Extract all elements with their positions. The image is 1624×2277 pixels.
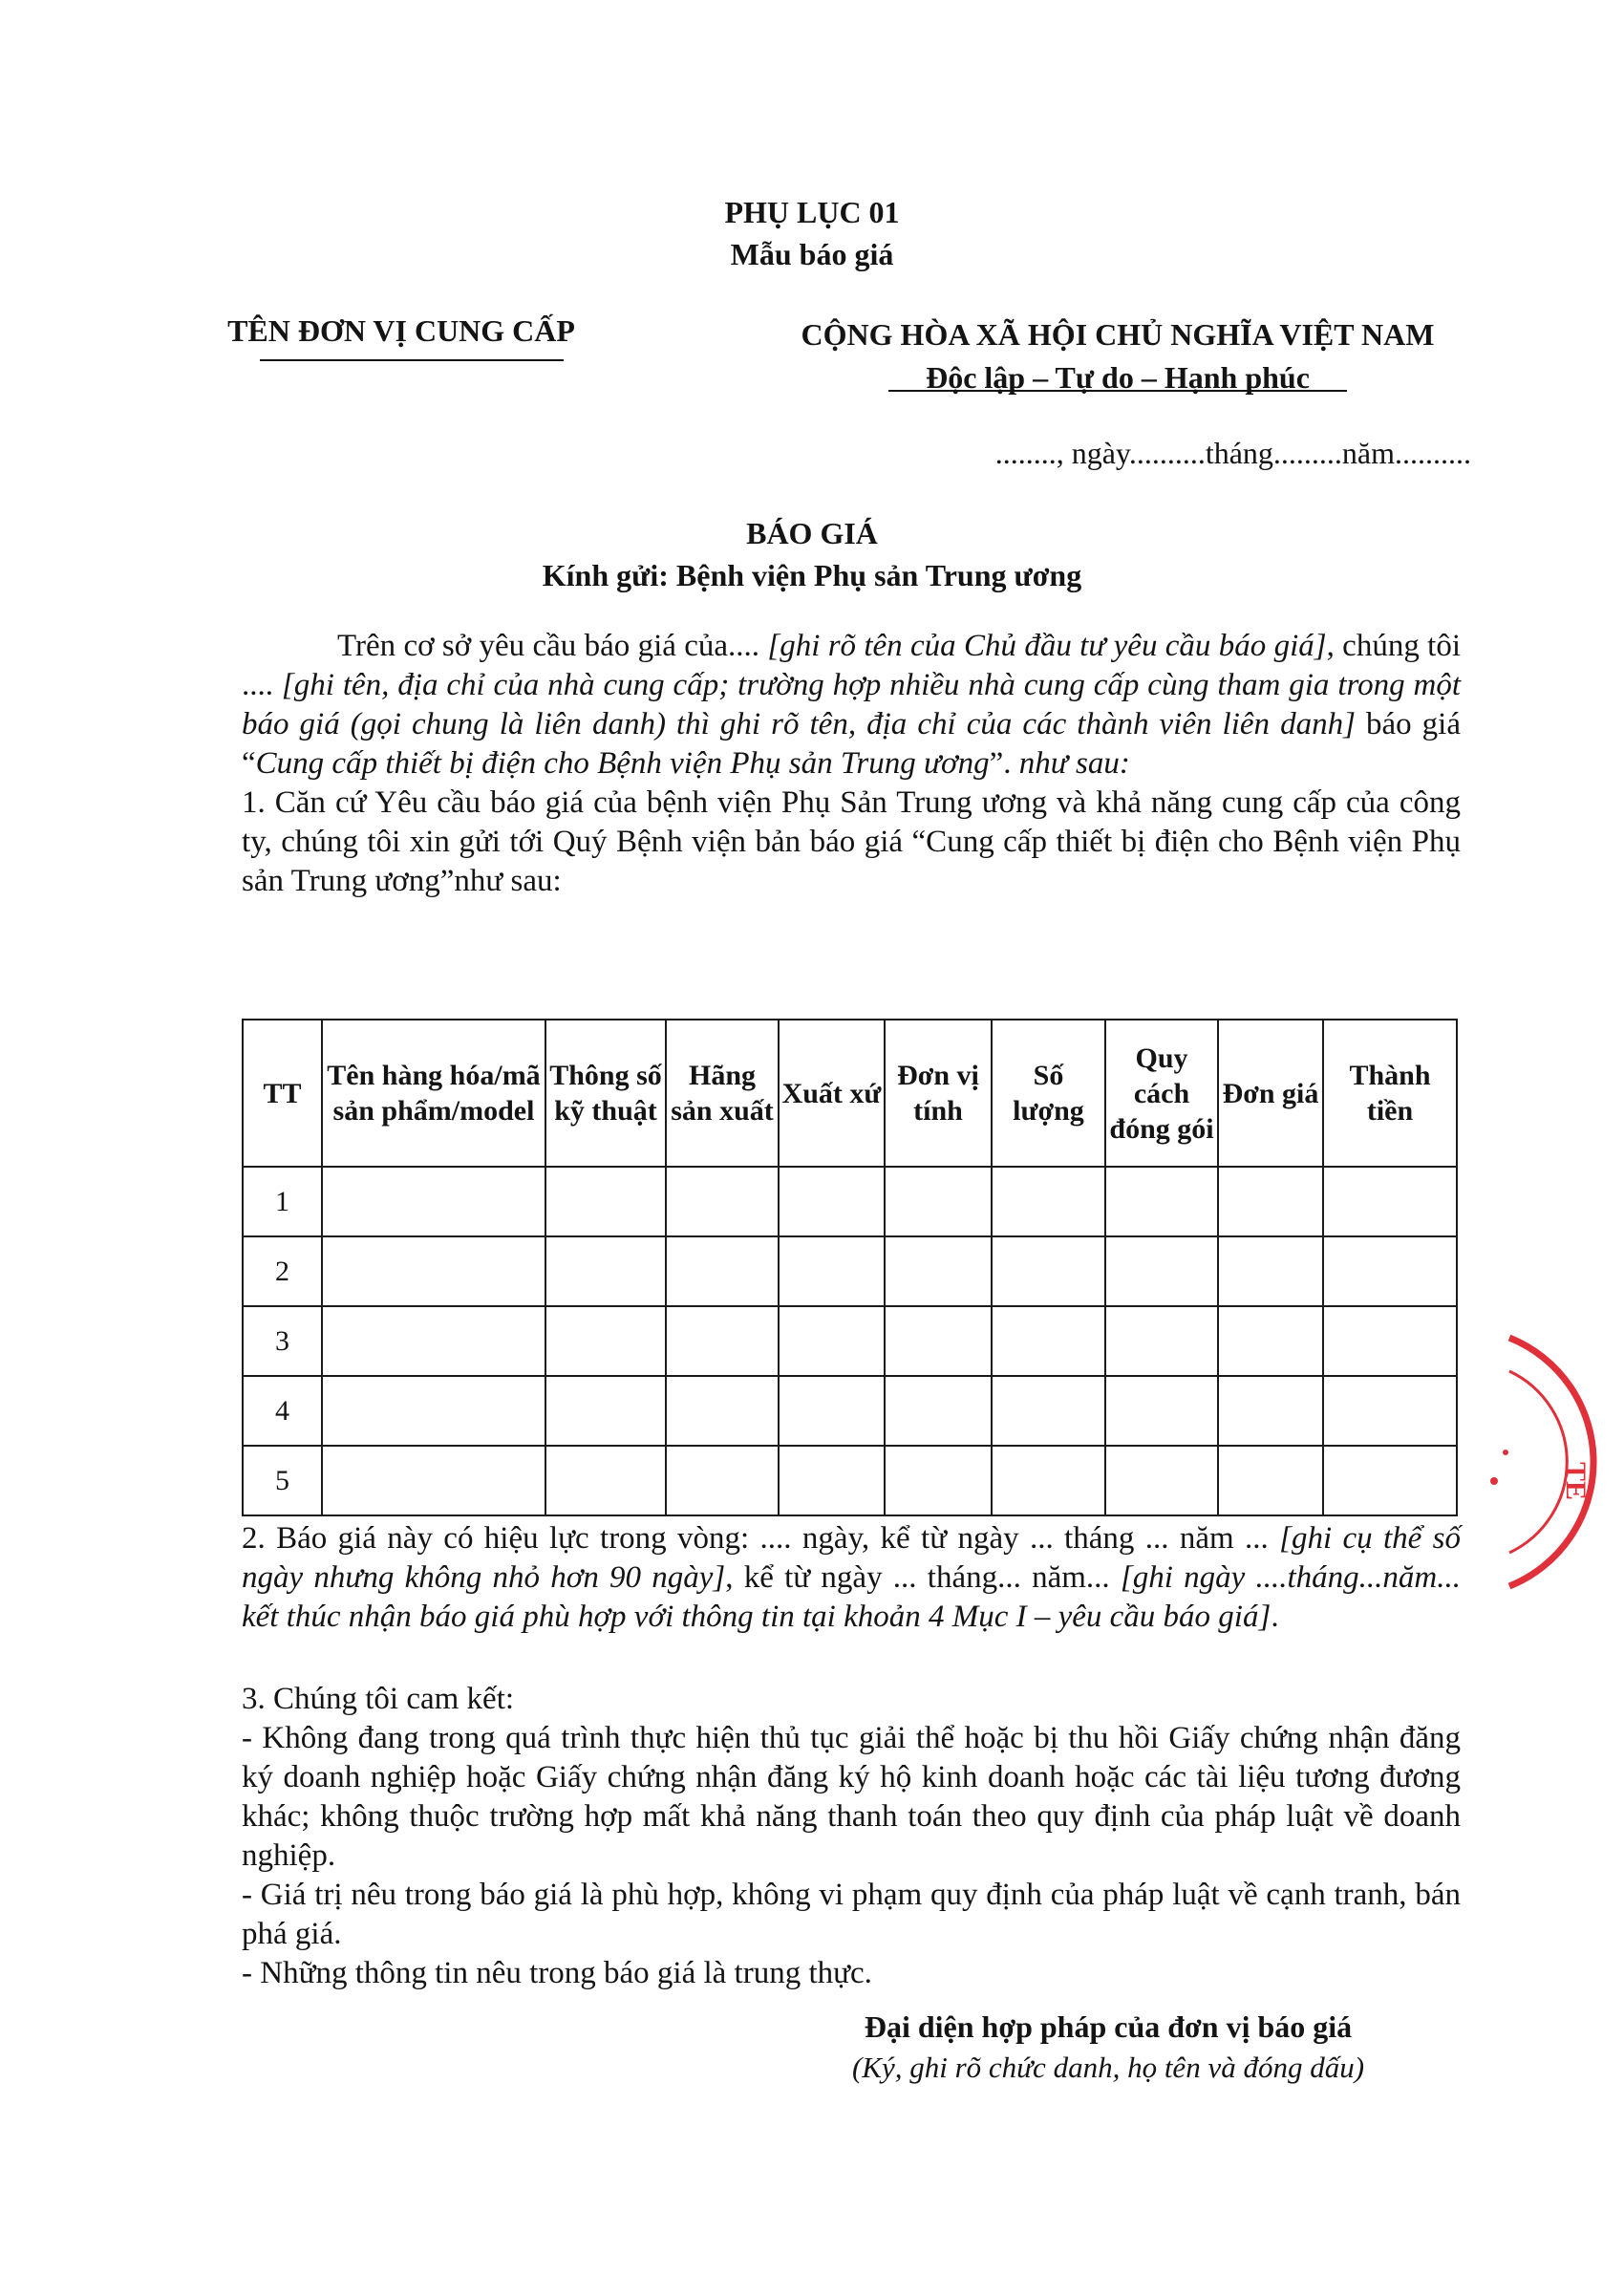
table-cell [1105, 1376, 1218, 1446]
commitments-heading: 3. Chúng tôi cam kết: [242, 1682, 515, 1716]
validity-placeholder-date: [ghi ngày ....tháng...năm... kết thúc nhận báo giá phù hợp với thông tin tại khoản 4 Mục I – yêu cầu báo giá] [242, 1560, 1461, 1634]
national-motto: Độc lập – Tự do – Hạnh phúc [926, 360, 1310, 395]
col-header-packing: Quy cách đóng gói [1105, 1020, 1218, 1167]
table-cell [1218, 1236, 1323, 1306]
table-cell [1105, 1236, 1218, 1306]
appendix-subtitle: Mẫu báo giá [730, 237, 894, 271]
commitment-item: - Không đang trong quá trình thực hiện thủ tục giải thể hoặc bị thu hồi Giấy chứng nhận đăng ký doanh nghiệp hoặc Giấy chứng nhận đăng ký hộ kinh doanh hoặc các tài liệu tương đương khác; không thuộc trường hợp mất khả năng thanh toán theo quy định của pháp luật về doanh nghiệp. [242, 1721, 1461, 1873]
date-line: ........, ngày..........tháng.........năm.......... [994, 436, 1471, 470]
commitments-section [242, 1680, 1461, 1993]
intro-paragraph [242, 627, 1461, 784]
stamp-inner-arc [1509, 1371, 1567, 1553]
table-cell [545, 1167, 666, 1236]
row-number: 3 [243, 1306, 322, 1376]
table-cell [779, 1236, 885, 1306]
table-cell [885, 1446, 992, 1515]
table-header-row [243, 1020, 1457, 1167]
table-cell [779, 1446, 885, 1515]
table-cell [885, 1167, 992, 1236]
table-cell [1105, 1167, 1218, 1236]
table-cell [322, 1446, 545, 1515]
table-cell [545, 1306, 666, 1376]
table-cell [1323, 1306, 1457, 1376]
table-cell [1323, 1446, 1457, 1515]
table-cell [1323, 1376, 1457, 1446]
basis-paragraph: 1. Căn cứ Yêu cầu báo giá của bệnh viện Phụ Sản Trung ương và khả năng cung cấp của công ty, chúng tôi xin gửi tới Quý Bệnh viện bản báo giá “Cung cấp thiết bị điện cho Bệnh viện Phụ sản Trung ương”như sau: [242, 785, 1461, 898]
table-cell [1218, 1376, 1323, 1446]
intro-section [242, 627, 1461, 901]
quote-addressee: Kính gửi: Bệnh viện Phụ sản Trung ương [542, 558, 1082, 592]
table-cell [322, 1306, 545, 1376]
table-cell [322, 1236, 545, 1306]
stamp-text: TE [1560, 1462, 1592, 1501]
validity-placeholder-days: [ghi cụ thể số ngày nhưng không nhỏ hơn 90 ngày] [242, 1521, 1461, 1595]
table-cell [1218, 1446, 1323, 1515]
row-number: 4 [243, 1376, 322, 1446]
col-header-amount: Thành tiền [1323, 1020, 1457, 1167]
table-cell [992, 1306, 1105, 1376]
table-cell [992, 1236, 1105, 1306]
row-number: 1 [243, 1167, 322, 1236]
table-cell [545, 1376, 666, 1446]
table-cell [992, 1446, 1105, 1515]
table-cell [779, 1167, 885, 1236]
validity-paragraph [242, 1519, 1461, 1637]
table-row [243, 1306, 1457, 1376]
commitment-item: - Những thông tin nêu trong báo giá là trung thực. [242, 1956, 872, 1990]
table-cell [666, 1236, 779, 1306]
table-cell [1323, 1236, 1457, 1306]
intro-text: ”. [989, 746, 1019, 781]
intro-package-name: Cung cấp thiết bị điện cho Bệnh viện Phụ sản Trung ương [255, 746, 990, 781]
table-cell [1105, 1306, 1218, 1376]
table-cell [666, 1376, 779, 1446]
row-number: 5 [243, 1446, 322, 1515]
col-header-product: Tên hàng hóa/mã sản phẩm/model [322, 1020, 545, 1167]
table-cell [666, 1306, 779, 1376]
validity-text: 2. Báo giá này có hiệu lực trong vòng: .... ngày, kể từ ngày ... tháng ... năm ... [242, 1521, 1280, 1556]
col-header-manufacturer: Hãng sản xuất [666, 1020, 779, 1167]
appendix-heading [0, 191, 1624, 275]
supplier-name-label: TÊN ĐƠN VỊ CUNG CẤP [227, 313, 575, 348]
signature-note: (Ký, ghi rõ chức danh, họ tên và đóng dấu) [851, 2051, 1365, 2084]
intro-text: Trên cơ sở yêu cầu báo giá của.... [337, 629, 768, 663]
supplier-underline [260, 359, 564, 361]
col-header-tt: TT [243, 1020, 322, 1167]
validity-text: . [1271, 1600, 1279, 1634]
table-cell [885, 1306, 992, 1376]
table-row [243, 1236, 1457, 1306]
table-cell [779, 1376, 885, 1446]
table-cell [1218, 1167, 1323, 1236]
intro-text: , chúng tôi .... [242, 629, 1461, 702]
commitment-item: - Giá trị nêu trong báo giá là phù hợp, không vi phạm quy định của pháp luật về cạnh tranh, bán phá giá. [242, 1878, 1461, 1951]
national-header [764, 313, 1471, 399]
quote-title: BÁO GIÁ [746, 516, 878, 550]
table-cell [545, 1236, 666, 1306]
intro-text: như sau: [1018, 746, 1130, 781]
col-header-spec: Thông số kỹ thuật [545, 1020, 666, 1167]
table-cell [545, 1446, 666, 1515]
table-row [243, 1167, 1457, 1236]
col-header-unit-price: Đơn giá [1218, 1020, 1323, 1167]
table-row [243, 1446, 1457, 1515]
quote-heading [0, 512, 1624, 596]
price-table [242, 1019, 1458, 1516]
motto-underline [888, 390, 1347, 392]
signature-title: Đại diện hợp pháp của đơn vị báo giá [864, 2009, 1353, 2044]
table-cell [1105, 1446, 1218, 1515]
table-cell [322, 1167, 545, 1236]
table-cell [1218, 1306, 1323, 1376]
table-cell [779, 1306, 885, 1376]
validity-section [242, 1519, 1461, 1637]
red-stamp-icon [1471, 1319, 1624, 1605]
table-cell [992, 1376, 1105, 1446]
table-row [243, 1376, 1457, 1446]
table-cell [885, 1376, 992, 1446]
table-cell [666, 1446, 779, 1515]
stamp-dot [1503, 1450, 1508, 1455]
intro-placeholder-supplier: [ghi tên, địa chỉ của nhà cung cấp; trường hợp nhiều nhà cung cấp cùng tham gia trong một báo giá (gọi chung là liên danh) thì ghi rõ tên, địa chỉ của các thành viên liên danh] [242, 668, 1462, 741]
stamp-dot [1490, 1477, 1498, 1485]
table-cell [666, 1167, 779, 1236]
intro-placeholder-owner: [ghi rõ tên của Chủ đầu tư yêu cầu báo giá] [767, 629, 1327, 663]
table-cell [992, 1167, 1105, 1236]
intro-text: báo giá “ [242, 707, 1461, 781]
validity-text: , kể từ ngày ... tháng... năm... [725, 1560, 1121, 1595]
table-cell [322, 1376, 545, 1446]
col-header-quantity: Số lượng [992, 1020, 1105, 1167]
row-number: 2 [243, 1236, 322, 1306]
col-header-origin: Xuất xứ [779, 1020, 885, 1167]
col-header-unit: Đơn vị tính [885, 1020, 992, 1167]
appendix-title: PHỤ LỤC 01 [724, 195, 900, 229]
table-cell [1323, 1167, 1457, 1236]
nation-name: CỘNG HÒA XÃ HỘI CHỦ NGHĨA VIỆT NAM [801, 317, 1435, 352]
table-cell [885, 1236, 992, 1306]
